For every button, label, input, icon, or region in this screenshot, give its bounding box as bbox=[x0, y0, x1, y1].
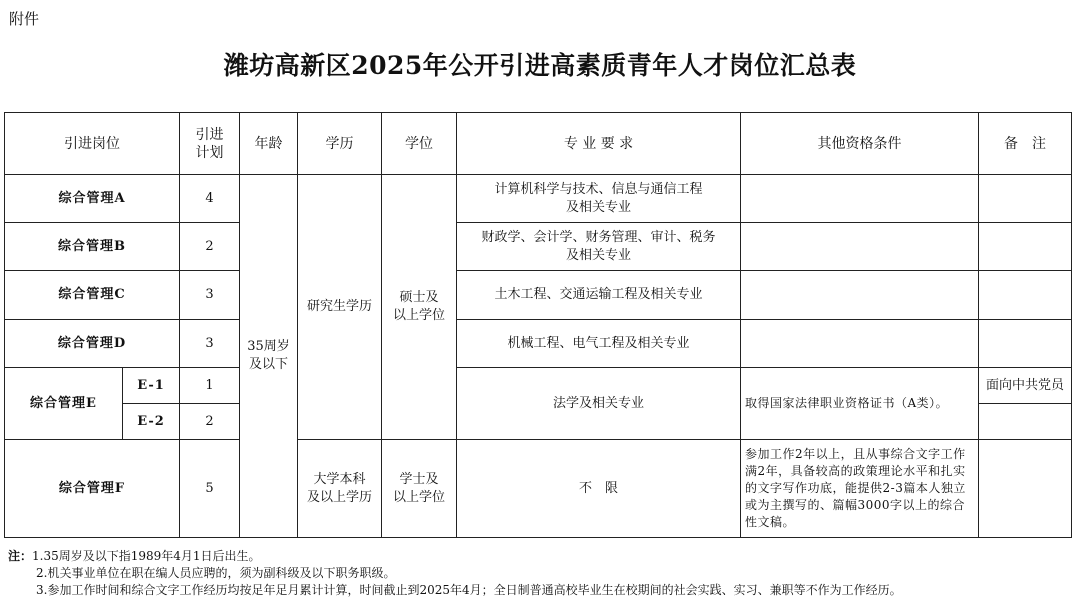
note-2: 2.机关事业单位在职在编人员应聘的，须为副科级及以下职务职级。 bbox=[36, 566, 396, 580]
major-line2: 及相关专业 bbox=[565, 199, 631, 215]
remark-cell bbox=[979, 175, 1072, 223]
major-cell: 法学及相关专业 bbox=[457, 368, 741, 440]
table-row-e1 bbox=[5, 368, 1072, 404]
major-line2: 及相关专业 bbox=[565, 247, 631, 263]
degree-cell bbox=[382, 440, 457, 538]
major-cell bbox=[457, 175, 741, 223]
plan-count: 5 bbox=[180, 440, 240, 538]
plan-count: 2 bbox=[180, 404, 240, 440]
post-name: 综合管理B bbox=[5, 223, 180, 271]
remark-cell bbox=[979, 320, 1072, 368]
age-line2: 及以下 bbox=[248, 357, 288, 372]
header-other: 其他资格条件 bbox=[741, 113, 979, 175]
header-education: 学历 bbox=[298, 113, 382, 175]
post-name: 综合管理E bbox=[5, 368, 123, 440]
other-cell bbox=[741, 223, 979, 271]
header-remark: 备 注 bbox=[979, 113, 1072, 175]
major-line1: 财政学、会计学、财务管理、审计、税务 bbox=[481, 229, 716, 245]
post-name: 综合管理D bbox=[5, 320, 180, 368]
remark-cell bbox=[979, 271, 1072, 320]
post-name: 综合管理C bbox=[5, 271, 180, 320]
other-cell bbox=[741, 271, 979, 320]
table-row-b bbox=[5, 223, 1072, 271]
education-cell: 研究生学历 bbox=[298, 175, 382, 440]
age-cell bbox=[240, 175, 298, 538]
plan-count: 4 bbox=[180, 175, 240, 223]
page-title: 潍坊高新区2025年公开引进高素质青年人才岗位汇总表 bbox=[223, 51, 857, 80]
post-name: 综合管理F bbox=[5, 440, 180, 538]
remark-cell bbox=[979, 404, 1072, 440]
plan-count: 3 bbox=[180, 271, 240, 320]
plan-count: 3 bbox=[180, 320, 240, 368]
plan-count: 2 bbox=[180, 223, 240, 271]
table-row-c bbox=[5, 271, 1072, 320]
other-cell: 取得国家法律职业资格证书（A类）。 bbox=[741, 368, 979, 440]
other-cell: 参加工作2年以上，且从事综合文字工作满2年，具备较高的政策理论水平和扎实的文字写作功底，能提供2-3篇本人独立或为主撰写的、篇幅3000字以上的综合性文稿。 bbox=[741, 440, 979, 538]
degree-line2: 以上学位 bbox=[392, 489, 445, 505]
major-cell: 不 限 bbox=[457, 440, 741, 538]
education-line2: 及以上学历 bbox=[306, 489, 372, 505]
remark-cell bbox=[979, 223, 1072, 271]
other-cell bbox=[741, 175, 979, 223]
header-plan-line1: 引进 bbox=[195, 126, 224, 143]
plan-count: 1 bbox=[180, 368, 240, 404]
table-row-d bbox=[5, 320, 1072, 368]
note-3: 3.参加工作时间和综合文字工作经历均按足年足月累计计算，时间截止到2025年4月；全日制普通高校毕业生在校期间的社会实践、实习、兼职等不作为工作经历。 bbox=[36, 583, 902, 597]
major-line1: 计算机科学与技术、信息与通信工程 bbox=[494, 181, 703, 197]
sub-post-e2: E-2 bbox=[123, 404, 180, 440]
remark-cell bbox=[979, 440, 1072, 538]
header-degree: 学位 bbox=[382, 113, 457, 175]
degree-line2: 以上学位 bbox=[392, 308, 445, 323]
table-row-f bbox=[5, 440, 1072, 538]
header-age: 年龄 bbox=[240, 113, 298, 175]
header-row bbox=[5, 113, 1072, 175]
note-1 bbox=[8, 548, 902, 565]
other-cell bbox=[741, 320, 979, 368]
notes-label: 注： bbox=[8, 549, 33, 563]
age-line1: 35周岁 bbox=[247, 339, 290, 354]
positions-table bbox=[4, 112, 1072, 538]
major-cell: 土木工程、交通运输工程及相关专业 bbox=[457, 271, 741, 320]
header-major: 专 业 要 求 bbox=[457, 113, 741, 175]
header-plan bbox=[180, 113, 240, 175]
header-plan-line2: 计划 bbox=[195, 144, 224, 161]
remark-cell: 面向中共党员 bbox=[979, 368, 1072, 404]
header-post: 引进岗位 bbox=[5, 113, 180, 175]
note-1-text: 1.35周岁及以下指1989年4月1日后出生。 bbox=[32, 549, 261, 563]
table-row-a bbox=[5, 175, 1072, 223]
major-cell bbox=[457, 223, 741, 271]
degree-cell bbox=[382, 175, 457, 440]
major-cell: 机械工程、电气工程及相关专业 bbox=[457, 320, 741, 368]
education-line1: 大学本科 bbox=[313, 471, 366, 487]
education-cell bbox=[298, 440, 382, 538]
degree-line1: 硕士及 bbox=[399, 290, 439, 305]
degree-line1: 学士及 bbox=[399, 471, 439, 487]
notes-section bbox=[8, 548, 902, 599]
sub-post-e1: E-1 bbox=[123, 368, 180, 404]
post-name: 综合管理A bbox=[5, 175, 180, 223]
attachment-label: 附件 bbox=[9, 10, 40, 28]
